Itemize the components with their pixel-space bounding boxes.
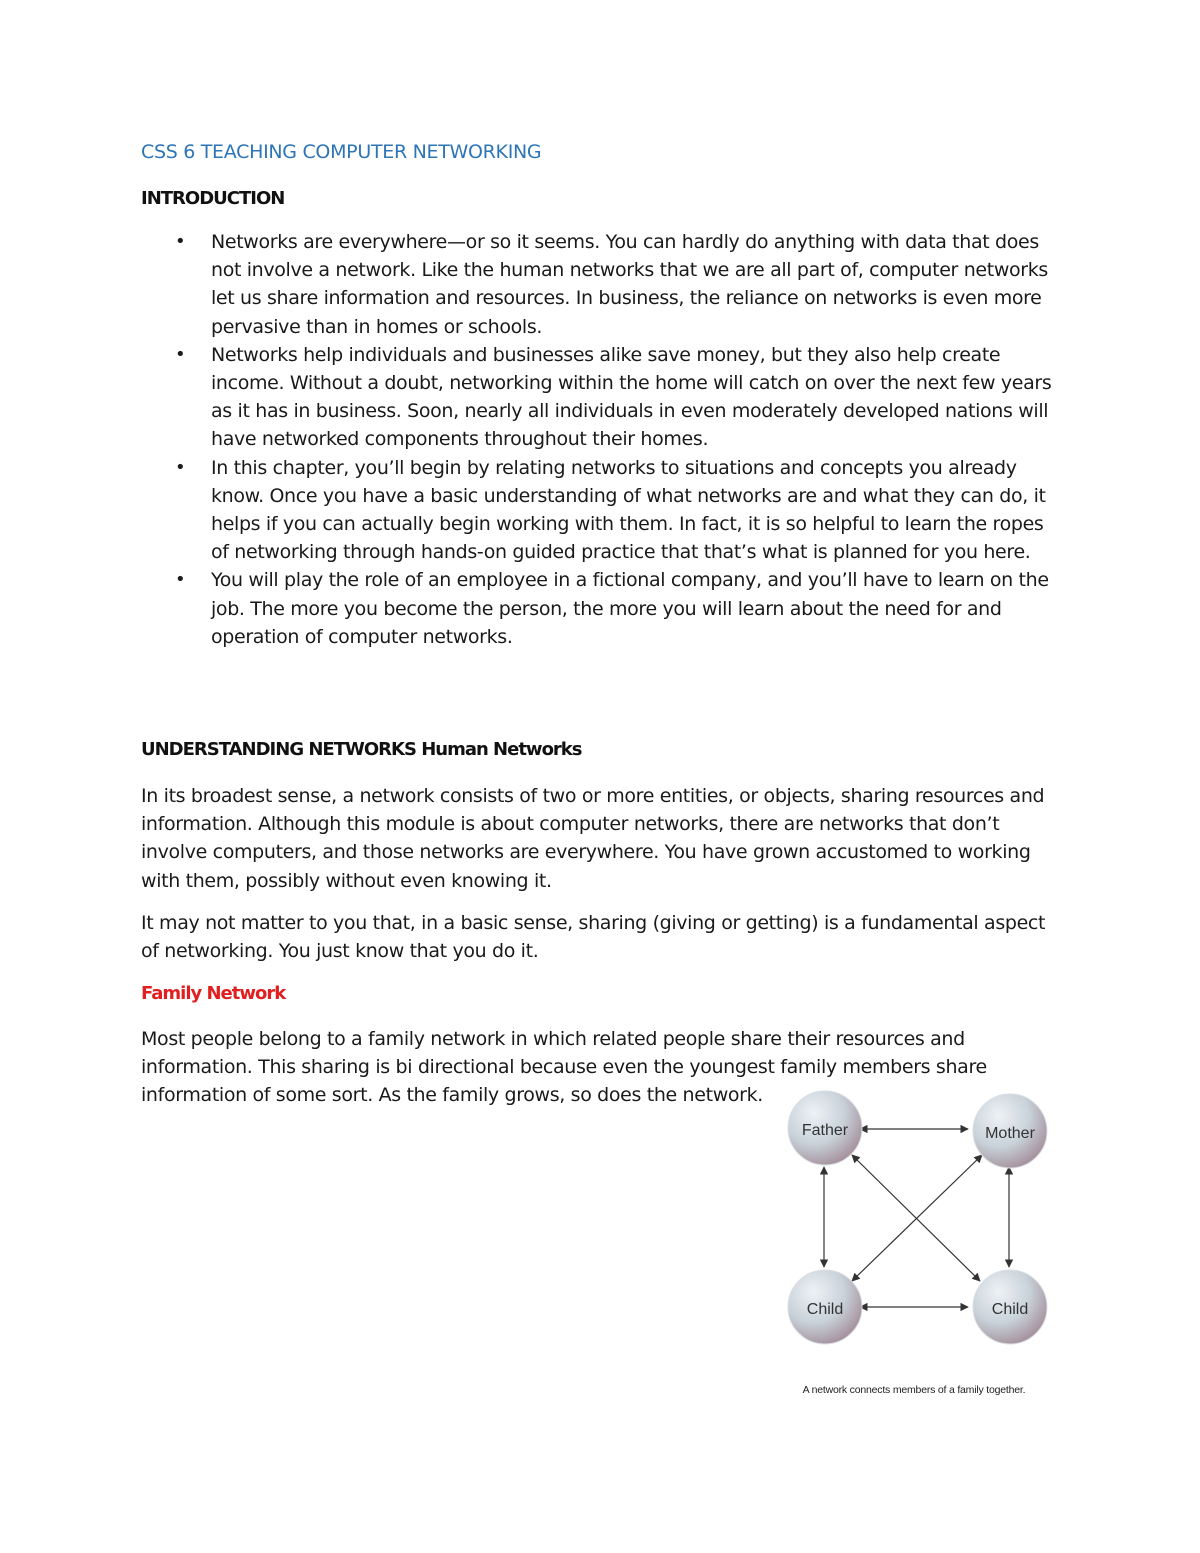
family-network-diagram (770, 1085, 1070, 1415)
node-father-label: Father (801, 1122, 849, 1139)
node-mother-label: Mother (985, 1125, 1035, 1142)
node-mother (973, 1094, 1047, 1168)
node-child-left (788, 1270, 862, 1344)
bullet-text: Networks are everywhere—or so it seems. You can hardly do anything with data that does not involve a network. Like the human networks that we are all part of, computer networks let us share information and resources. In business, the reliance on networks is even more pervasive than in homes or schools. (211, 231, 1048, 338)
introduction-heading: INTRODUCTION (141, 188, 285, 209)
diagram-caption: A network connects members of a family together. (802, 1384, 1026, 1396)
paragraph-family-network: Most people belong to a family network in which related people share their resources and information. This sharing is bi directional because even the youngest family members share information of some sort. As the family grows, so does the network. (141, 1028, 987, 1107)
family-network-heading: Family Network (141, 983, 286, 1004)
bullet-item (141, 454, 1061, 567)
bullet-item (141, 566, 1061, 651)
bullet-item (141, 341, 1061, 454)
bullet-text: In this chapter, you’ll begin by relating networks to situations and concepts you already know. Once you have a basic understanding of what networks are and what they can do, it helps if you can actually begin working with them. In fact, it is so helpful to learn the ropes of networking through hands-on guided practice that that’s what is planned for you here. (211, 456, 1046, 564)
node-child-right (973, 1270, 1047, 1344)
introduction-bullet-list (141, 228, 1061, 651)
node-father (788, 1091, 862, 1165)
bullet-text: Networks help individuals and businesses alike save money, but they also help create income. Without a doubt, networking within the home will catch on over the next few years as it has in business. Soon, nearly all individuals in even moderately developed nations will have networked components throughout their homes. (211, 343, 1052, 451)
node-child-left-label: Child (806, 1301, 844, 1318)
node-child-right-label: Child (991, 1301, 1029, 1318)
bullet-marker: • (175, 343, 186, 365)
paragraph-networks-definition: In its broadest sense, a network consists of two or more entities, or objects, sharing resources and information. Although this module is about computer networks, there are networks that don’t involve computers, and those networks are everywhere. You have grown accustomed to working with them, possibly without even knowing it. (141, 785, 1045, 892)
bullet-marker: • (175, 231, 186, 252)
bullet-text: You will play the role of an employee in a fictional company, and you’ll have to learn on the job. The more you become the person, the more you will learn about the need for and operation of computer networks. (211, 569, 1049, 648)
paragraph-sharing: It may not matter to you that, in a basic sense, sharing (giving or getting) is a fundamental aspect of networking. You just know that you do it. (141, 912, 1046, 963)
bullet-item (141, 228, 1061, 341)
understanding-networks-heading: UNDERSTANDING NETWORKS Human Networks (141, 739, 582, 760)
document-title: CSS 6 TEACHING COMPUTER NETWORKING (141, 141, 542, 163)
bullet-marker: • (175, 456, 186, 478)
bullet-marker: • (175, 569, 186, 591)
